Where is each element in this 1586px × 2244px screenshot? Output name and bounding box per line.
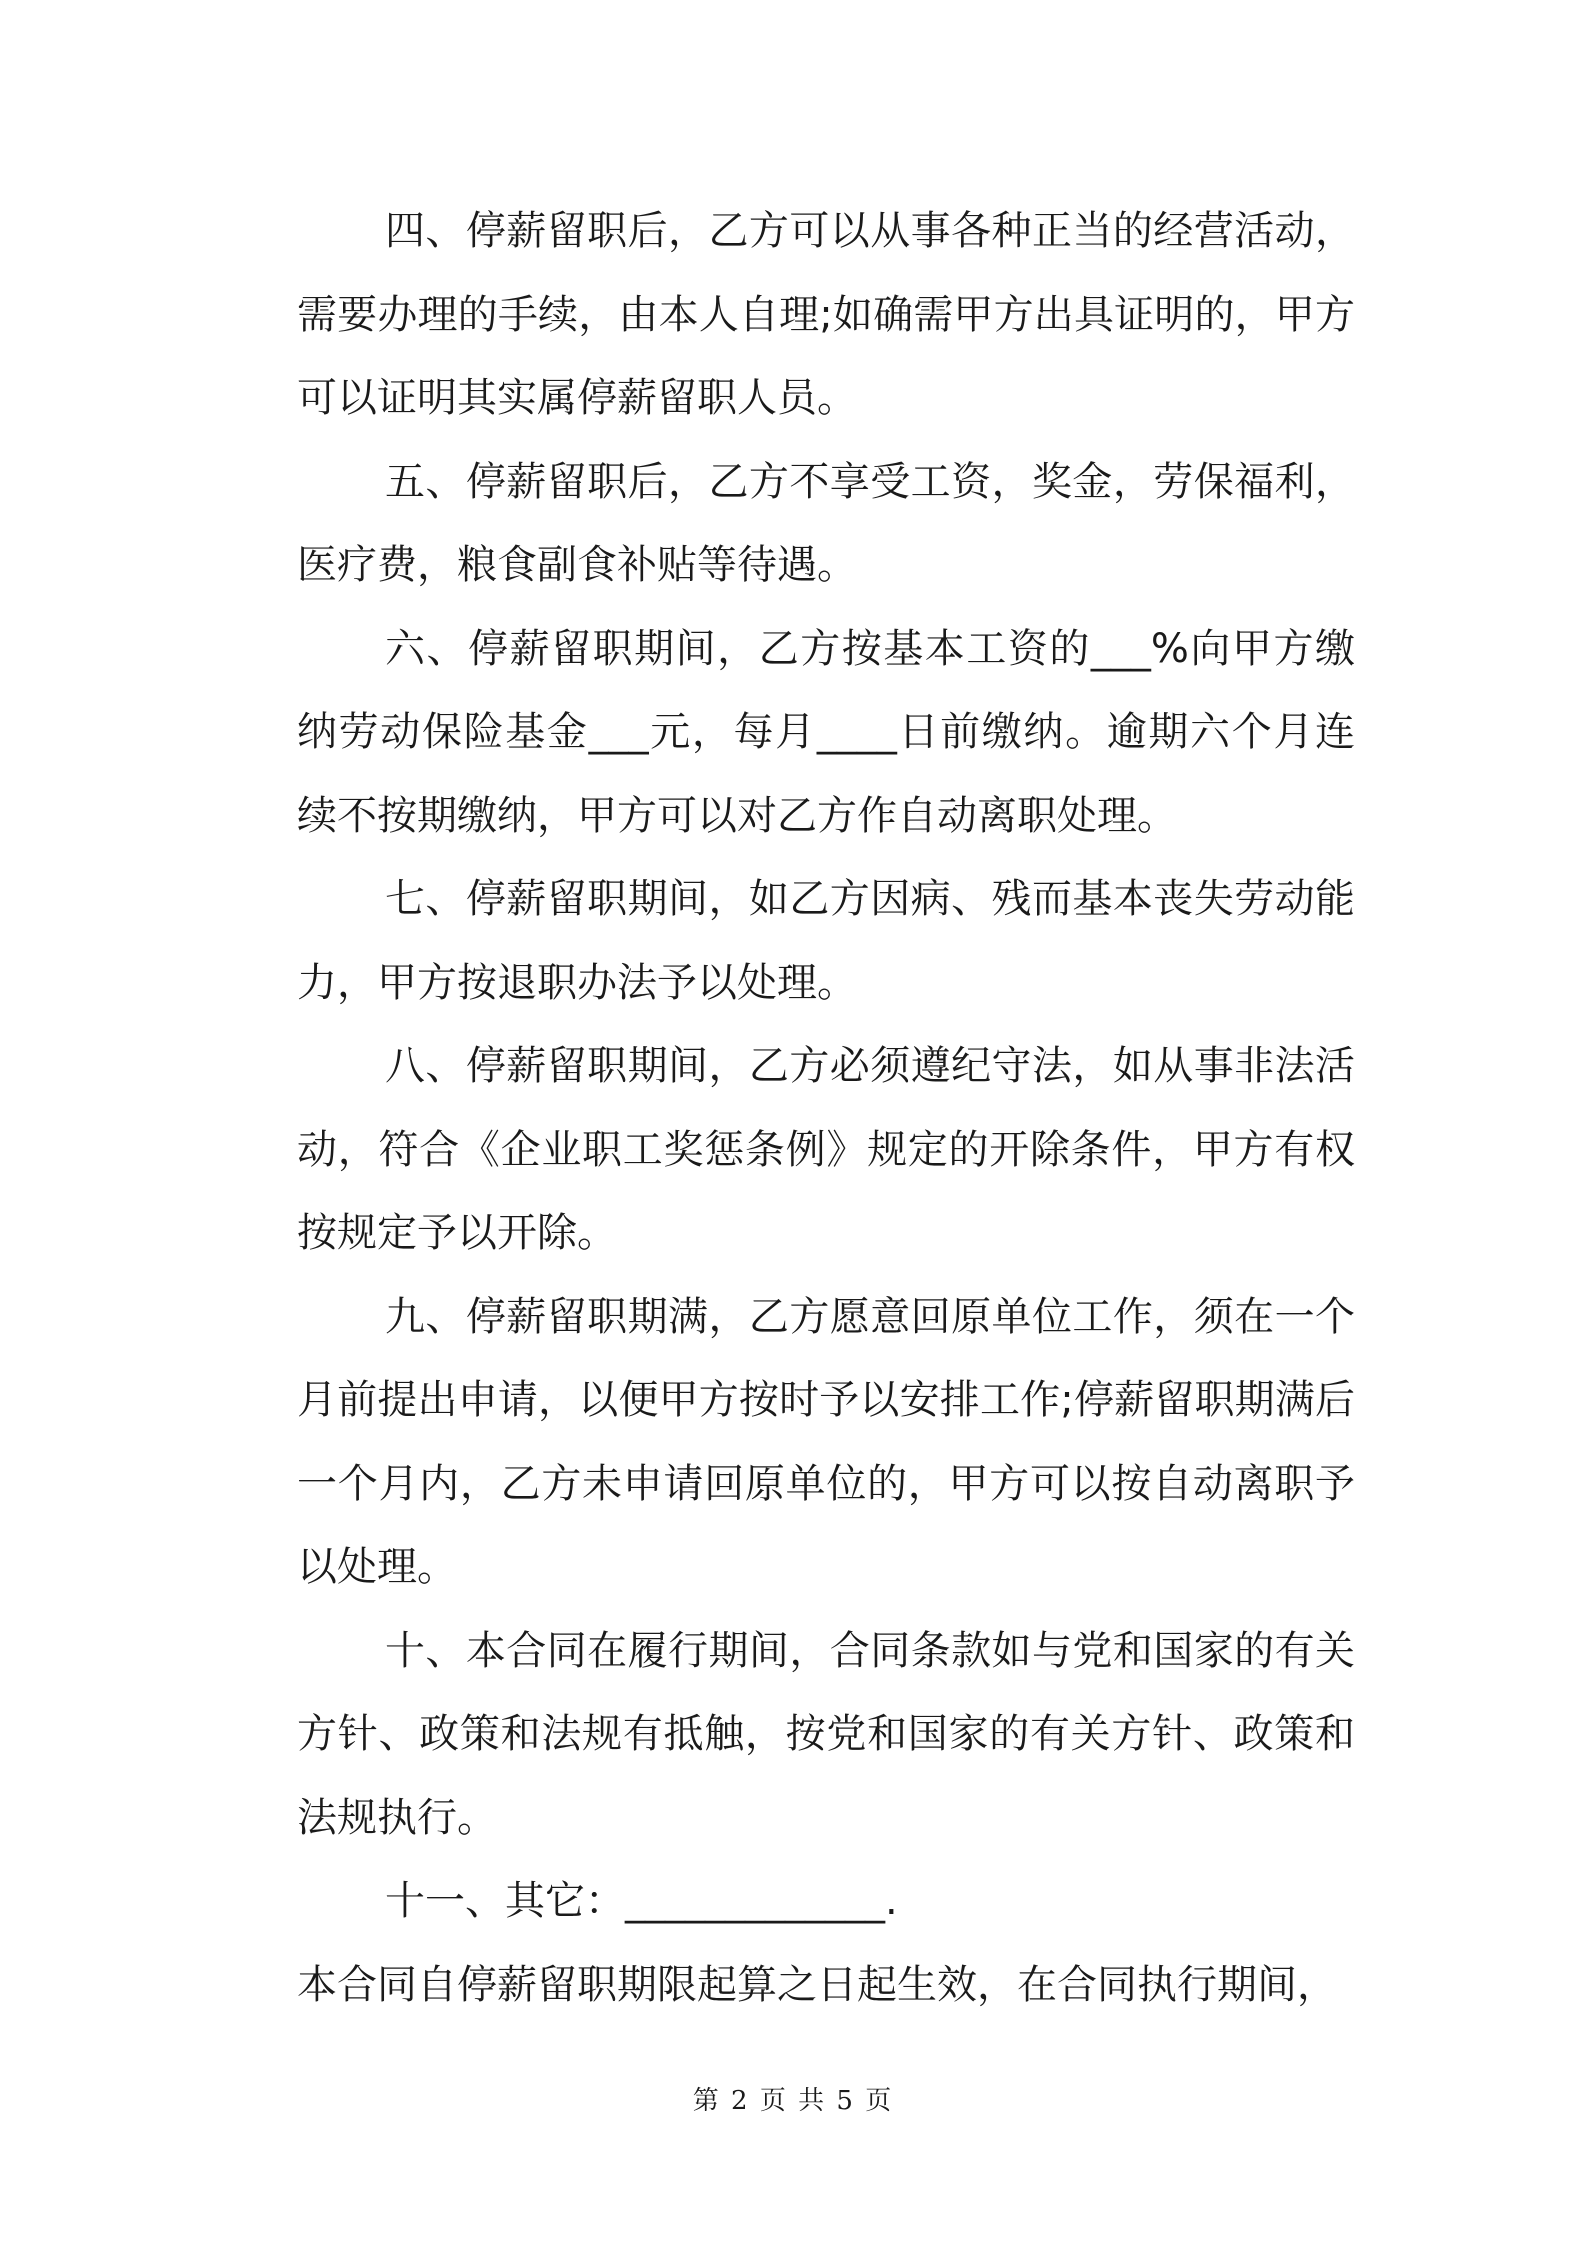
- closing-line: 本合同自停薪留职期限起算之日起生效，在合同执行期间，: [297, 1961, 1337, 2008]
- clause-7: 七、停薪留职期间，如乙方因病、残而基本丧失劳动能力，甲方按退职办法予以处理。: [297, 876, 1355, 1006]
- clause-5: 五、停薪留职后，乙方不享受工资，奖金，劳保福利，医疗费，粮食副食补贴等待遇。: [297, 458, 1355, 588]
- document-body: [297, 190, 1355, 2027]
- clause-4: 四、停薪留职后，乙方可以从事各种正当的经营活动，需要办理的手续，由本人自理;如确需甲方出具证明的，甲方可以证明其实属停薪留职人员。: [297, 208, 1355, 421]
- page-number: 第 2 页 共 5 页: [692, 2086, 894, 2116]
- clause-8: 八、停薪留职期间，乙方必须遵纪守法，如从事非法活动，符合《企业职工奖惩条例》规定的开除条件，甲方有权按规定予以开除。: [297, 1043, 1355, 1256]
- clause-10: 十、本合同在履行期间，合同条款如与党和国家的有关方针、政策和法规有抵触，按党和国家的有关方针、政策和法规执行。: [297, 1627, 1355, 1841]
- clause-11: 十一、其它：_____________.: [385, 1878, 898, 1924]
- clause-6: 六、停薪留职期间，乙方按基本工资的___%向甲方缴纳劳动保险基金___元，每月____日前缴纳。逾期六个月连续不按期缴纳，甲方可以对乙方作自动离职处理。: [297, 625, 1355, 839]
- clause-9: 九、停薪留职期满，乙方愿意回原单位工作，须在一个月前提出申请，以便甲方按时予以安排工作;停薪留职期满后一个月内，乙方未申请回原单位的，甲方可以按自动离职予以处理。: [297, 1293, 1355, 1590]
